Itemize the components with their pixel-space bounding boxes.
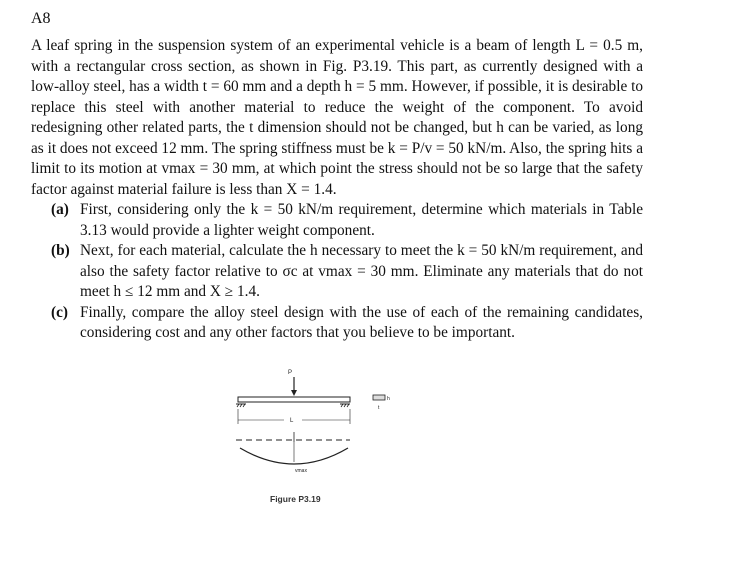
right-support xyxy=(340,404,350,407)
subquestion-b xyxy=(51,241,643,303)
deflection-label: vmax xyxy=(295,468,307,474)
subquestion-c xyxy=(51,303,643,344)
left-support xyxy=(236,404,246,407)
subquestion-tag: (c) xyxy=(51,303,68,321)
cross-section xyxy=(371,393,393,413)
subquestion-text: Finally, compare the alloy steel design with the use of each of the remaining candidates, considering cost and any other factors that you believe to be important. xyxy=(80,303,643,341)
subquestion-text: First, considering only the k = 50 kN/m requirement, determine which materials in Table 3.13 would provide a lighter weight component. xyxy=(80,201,643,239)
problem-paragraph: A leaf spring in the suspension system of an experimental vehicle is a beam of length L = 0.5 m, with a rectangular cross section, as shown in Fig. P3.19. This part, as currently designed with a low-alloy steel, has a width t = 60 mm and a depth h = 5 mm. However, if possible, it is desirable to replace this steel with another material to reduce the weight of the component. To avoid redesigning other related parts, the t dimension should not be changed, but h can be varied, as long as it does not exceed 12 mm. The spring stiffness must be k = P/v = 50 kN/m. Also, the spring hits a limit to its motion at vmax = 30 mm, at which point the stress should not be so large that the safety factor against material failure is less than X = 1.4. xyxy=(31,37,643,198)
beam xyxy=(238,397,350,402)
subquestion-list xyxy=(31,200,643,344)
subquestion-text: Next, for each material, calculate the h necessary to meet the k = 50 kN/m requirement, and also the safety factor relative to σc at vmax = 30 mm. Eliminate any materials that do not meet h ≤ 12 mm and X ≥ 1.4. xyxy=(80,242,643,300)
width-label: t xyxy=(378,405,380,411)
load-label: P xyxy=(288,370,293,376)
length-label: L xyxy=(290,418,294,424)
problem-label: A8 xyxy=(31,10,51,27)
depth-label: h xyxy=(387,396,390,402)
problem-body xyxy=(31,36,643,344)
load-arrowhead xyxy=(291,390,297,396)
subquestion-a xyxy=(51,200,643,241)
cross-section-rect xyxy=(373,395,385,400)
subquestion-tag: (b) xyxy=(51,242,70,259)
figure-caption: Figure P3.19 xyxy=(270,494,321,504)
beam-diagram xyxy=(222,362,392,512)
subquestion-tag: (a) xyxy=(51,201,69,218)
